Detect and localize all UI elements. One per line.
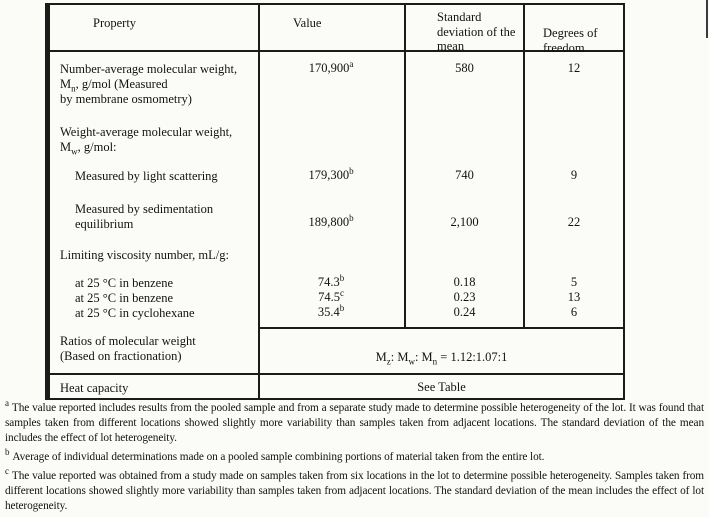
light-scattering-value: 179,300$^b$ <box>308 165 354 182</box>
heat-row-divider <box>45 373 625 375</box>
heat-capacity-value: See Table <box>417 380 466 394</box>
header-property: Property <box>93 16 137 30</box>
header-value: Value <box>293 16 322 30</box>
mw-label-line2: $M_w$, g/mol: <box>60 140 117 157</box>
sedimentation-dof: 22 <box>567 215 581 229</box>
sedimentation-label-line2: equilibrium <box>75 217 134 231</box>
ratios-value: $M_z$: $M_w$: $M_n$ = 1.12:1.07:1 <box>375 350 508 367</box>
header-divider <box>45 50 625 52</box>
light-scattering-dof: 9 <box>570 168 578 182</box>
table-border-right <box>623 3 625 400</box>
ratios-label-line2: (Based on fractionation) <box>60 349 182 363</box>
ratios-row-top-divider <box>258 327 625 329</box>
properties-table <box>45 3 625 400</box>
footnote-c-marker: c <box>5 466 9 477</box>
viscosity-row2-value: 74.5$^c$ <box>318 287 344 304</box>
mn-value: 170,900$^a$ <box>308 58 354 75</box>
footnote-b-text: Average of individual determinations made on a pooled sample combining portions of material taken from the entire lot. <box>12 451 545 463</box>
table-border-bottom <box>45 398 625 400</box>
sedimentation-label-line1: Measured by sedimentation <box>75 202 214 216</box>
footnote-c <box>5 466 704 514</box>
footnote-a-text: The value reported includes results from the pooled sample and from a separate study made to determine possible heterogeneity of the lot. It was found that samples taken from different locations showed slightly more variability than samples taken from adjacent locations. The standard deviation of the mean includes the effect of lot heterogeneity. <box>5 402 704 444</box>
header-std-dev: Standard deviation of the mean <box>437 10 516 53</box>
mn-label-line2: $M_n$, g/mol (Measured <box>60 77 168 94</box>
viscosity-row3-std-dev: 0.24 <box>453 305 476 319</box>
viscosity-row1-label: at 25 °C in benzene <box>75 276 174 290</box>
viscosity-row1-dof: 5 <box>570 275 578 289</box>
footnote-a-marker: a <box>5 398 9 409</box>
viscosity-row2-label: at 25 °C in benzene <box>75 291 174 305</box>
light-scattering-label: Measured by light scattering <box>75 169 218 183</box>
viscosity-row3-dof: 6 <box>570 305 578 319</box>
viscosity-row1-std-dev: 0.18 <box>453 275 476 289</box>
sedimentation-std-dev: 2,100 <box>450 215 479 229</box>
viscosity-row1-value: 74.3$^b$ <box>317 272 345 289</box>
mw-label-line1: Weight-average molecular weight, <box>60 125 233 139</box>
mn-dof: 12 <box>567 61 581 75</box>
heat-capacity-label: Heat capacity <box>60 381 129 395</box>
footnote-b-marker: b <box>5 447 10 458</box>
viscosity-row3-label: at 25 °C in cyclohexane <box>75 306 195 320</box>
ratios-label-line1: Ratios of molecular weight <box>60 334 196 348</box>
footnote-b <box>5 447 704 465</box>
mn-label-line1: Number-average molecular weight, <box>60 62 238 76</box>
mn-label-line3: by membrane osmometry) <box>60 92 192 106</box>
viscosity-row2-std-dev: 0.23 <box>453 290 476 304</box>
viscosity-section-label: Limiting viscosity number, mL/g: <box>60 248 229 262</box>
light-scattering-std-dev: 740 <box>455 168 474 182</box>
header-degrees-of-freedom: Degrees of freedom <box>543 26 598 55</box>
viscosity-row2-dof: 13 <box>567 290 581 304</box>
sedimentation-value: 189,800$^b$ <box>308 212 354 229</box>
footnote-c-text: The value reported was obtained from a study made on samples taken from six locations in the lot to determine possible heterogeneity. Samples taken from different locations showed slightly more variability than samples taken from adjacent locations. The standard deviation of the mean includes the effect of lot heterogeneity. <box>5 470 704 512</box>
table-border-top <box>45 3 625 5</box>
scan-edge-artifact <box>706 0 708 38</box>
footnote-a <box>5 398 704 446</box>
viscosity-row3-value: 35.4$^b$ <box>317 302 345 319</box>
mn-std-dev: 580 <box>455 61 474 75</box>
table-border-left <box>45 3 50 400</box>
